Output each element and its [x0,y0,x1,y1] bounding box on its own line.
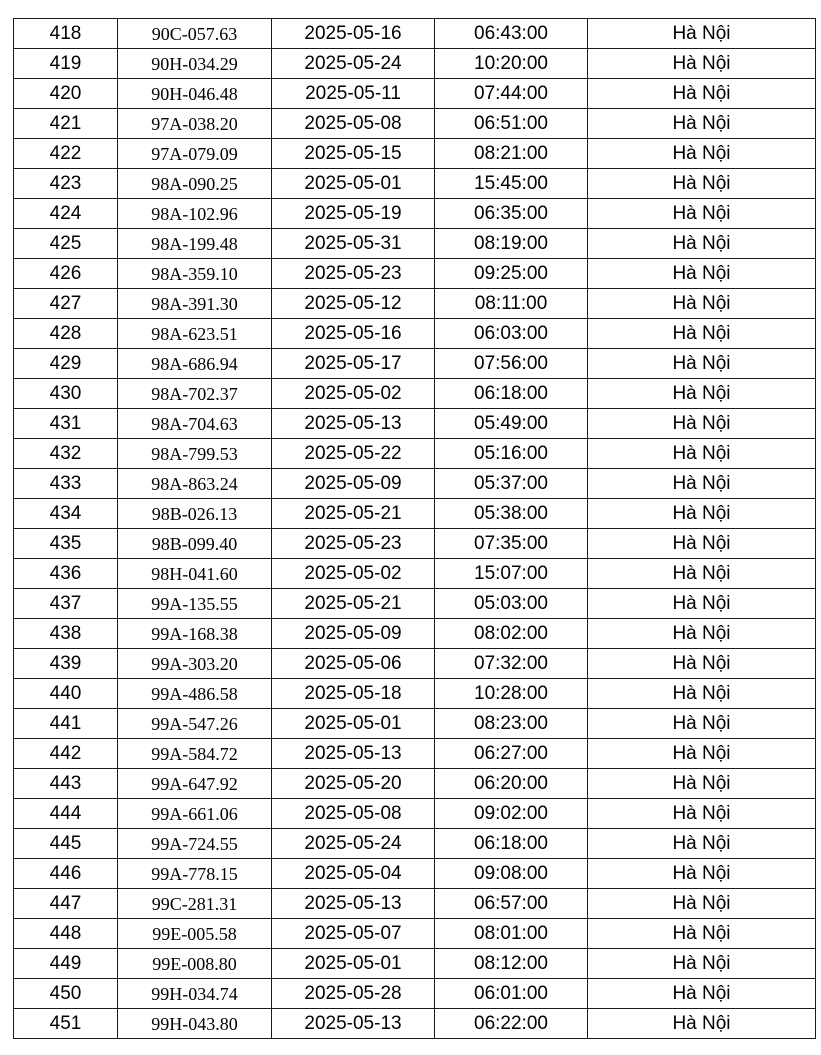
time-cell: 05:03:00 [435,589,588,619]
license-plate-cell: 98A-686.94 [118,349,272,379]
row-number-cell: 449 [14,949,118,979]
time-cell: 06:18:00 [435,379,588,409]
table-row [14,289,816,319]
license-plate-cell: 97A-079.09 [118,139,272,169]
row-number-cell: 446 [14,859,118,889]
row-number-cell: 445 [14,829,118,859]
time-cell: 08:23:00 [435,709,588,739]
date-cell: 2025-05-04 [272,859,435,889]
date-cell: 2025-05-28 [272,979,435,1009]
table-row [14,559,816,589]
location-cell: Hà Nội [588,769,816,799]
date-cell: 2025-05-01 [272,949,435,979]
time-cell: 06:27:00 [435,739,588,769]
location-cell: Hà Nội [588,709,816,739]
time-cell: 06:43:00 [435,19,588,49]
date-cell: 2025-05-06 [272,649,435,679]
row-number-cell: 429 [14,349,118,379]
date-cell: 2025-05-02 [272,559,435,589]
location-cell: Hà Nội [588,619,816,649]
row-number-cell: 435 [14,529,118,559]
time-cell: 08:19:00 [435,229,588,259]
license-plate-cell: 98H-041.60 [118,559,272,589]
license-plate-cell: 99A-584.72 [118,739,272,769]
location-cell: Hà Nội [588,319,816,349]
table-row [14,529,816,559]
location-cell: Hà Nội [588,289,816,319]
row-number-cell: 418 [14,19,118,49]
location-cell: Hà Nội [588,79,816,109]
license-plate-cell: 98A-391.30 [118,289,272,319]
table-row [14,49,816,79]
date-cell: 2025-05-13 [272,739,435,769]
license-plate-cell: 98A-359.10 [118,259,272,289]
time-cell: 06:35:00 [435,199,588,229]
time-cell: 05:49:00 [435,409,588,439]
date-cell: 2025-05-13 [272,889,435,919]
date-cell: 2025-05-08 [272,109,435,139]
license-plate-cell: 99A-168.38 [118,619,272,649]
row-number-cell: 422 [14,139,118,169]
license-plate-cell: 98A-090.25 [118,169,272,199]
time-cell: 10:20:00 [435,49,588,79]
location-cell: Hà Nội [588,379,816,409]
row-number-cell: 442 [14,739,118,769]
license-plate-cell: 98A-199.48 [118,229,272,259]
row-number-cell: 431 [14,409,118,439]
time-cell: 06:18:00 [435,829,588,859]
table-row [14,109,816,139]
date-cell: 2025-05-21 [272,499,435,529]
time-cell: 07:35:00 [435,529,588,559]
license-plate-cell: 99E-005.58 [118,919,272,949]
location-cell: Hà Nội [588,409,816,439]
table-row [14,259,816,289]
table-row [14,439,816,469]
license-plate-cell: 99E-008.80 [118,949,272,979]
location-cell: Hà Nội [588,799,816,829]
license-plate-cell: 98A-702.37 [118,379,272,409]
table-row [14,229,816,259]
row-number-cell: 434 [14,499,118,529]
time-cell: 09:25:00 [435,259,588,289]
location-cell: Hà Nội [588,139,816,169]
table-row [14,499,816,529]
location-cell: Hà Nội [588,469,816,499]
table-row [14,649,816,679]
date-cell: 2025-05-22 [272,439,435,469]
time-cell: 05:38:00 [435,499,588,529]
time-cell: 06:01:00 [435,979,588,1009]
row-number-cell: 450 [14,979,118,1009]
row-number-cell: 448 [14,919,118,949]
time-cell: 05:37:00 [435,469,588,499]
date-cell: 2025-05-09 [272,619,435,649]
date-cell: 2025-05-15 [272,139,435,169]
date-cell: 2025-05-17 [272,349,435,379]
row-number-cell: 424 [14,199,118,229]
table-row [14,349,816,379]
license-plate-cell: 98A-623.51 [118,319,272,349]
location-cell: Hà Nội [588,529,816,559]
time-cell: 06:57:00 [435,889,588,919]
row-number-cell: 444 [14,799,118,829]
date-cell: 2025-05-21 [272,589,435,619]
table-row [14,1009,816,1039]
table-row [14,889,816,919]
row-number-cell: 428 [14,319,118,349]
violations-table [13,18,816,1039]
license-plate-cell: 90H-034.29 [118,49,272,79]
table-row [14,169,816,199]
row-number-cell: 439 [14,649,118,679]
license-plate-cell: 98A-704.63 [118,409,272,439]
time-cell: 15:45:00 [435,169,588,199]
location-cell: Hà Nội [588,439,816,469]
location-cell: Hà Nội [588,199,816,229]
license-plate-cell: 99A-303.20 [118,649,272,679]
time-cell: 08:02:00 [435,619,588,649]
table-row [14,949,816,979]
time-cell: 07:56:00 [435,349,588,379]
row-number-cell: 436 [14,559,118,589]
date-cell: 2025-05-07 [272,919,435,949]
time-cell: 07:32:00 [435,649,588,679]
row-number-cell: 420 [14,79,118,109]
row-number-cell: 421 [14,109,118,139]
location-cell: Hà Nội [588,589,816,619]
time-cell: 09:08:00 [435,859,588,889]
time-cell: 05:16:00 [435,439,588,469]
license-plate-cell: 97A-038.20 [118,109,272,139]
table-row [14,79,816,109]
row-number-cell: 432 [14,439,118,469]
table-row [14,919,816,949]
date-cell: 2025-05-19 [272,199,435,229]
date-cell: 2025-05-11 [272,79,435,109]
date-cell: 2025-05-13 [272,409,435,439]
license-plate-cell: 98A-799.53 [118,439,272,469]
time-cell: 09:02:00 [435,799,588,829]
date-cell: 2025-05-12 [272,289,435,319]
license-plate-cell: 98A-102.96 [118,199,272,229]
license-plate-cell: 99A-547.26 [118,709,272,739]
location-cell: Hà Nội [588,1009,816,1039]
table-row [14,799,816,829]
table-row [14,469,816,499]
time-cell: 08:11:00 [435,289,588,319]
time-cell: 06:03:00 [435,319,588,349]
time-cell: 06:22:00 [435,1009,588,1039]
table-row [14,679,816,709]
table-row [14,319,816,349]
table-row [14,619,816,649]
time-cell: 07:44:00 [435,79,588,109]
table-row [14,859,816,889]
date-cell: 2025-05-01 [272,709,435,739]
row-number-cell: 438 [14,619,118,649]
license-plate-cell: 99A-778.15 [118,859,272,889]
license-plate-cell: 99A-661.06 [118,799,272,829]
table-row [14,709,816,739]
time-cell: 06:51:00 [435,109,588,139]
row-number-cell: 423 [14,169,118,199]
date-cell: 2025-05-09 [272,469,435,499]
location-cell: Hà Nội [588,19,816,49]
time-cell: 08:01:00 [435,919,588,949]
row-number-cell: 419 [14,49,118,79]
date-cell: 2025-05-31 [272,229,435,259]
location-cell: Hà Nội [588,889,816,919]
date-cell: 2025-05-24 [272,829,435,859]
date-cell: 2025-05-08 [272,799,435,829]
location-cell: Hà Nội [588,499,816,529]
location-cell: Hà Nội [588,169,816,199]
table-row [14,409,816,439]
license-plate-cell: 98B-026.13 [118,499,272,529]
row-number-cell: 441 [14,709,118,739]
time-cell: 08:21:00 [435,139,588,169]
location-cell: Hà Nội [588,349,816,379]
date-cell: 2025-05-23 [272,259,435,289]
table-row [14,589,816,619]
date-cell: 2025-05-16 [272,19,435,49]
location-cell: Hà Nội [588,259,816,289]
table-body [14,19,816,1039]
row-number-cell: 440 [14,679,118,709]
row-number-cell: 451 [14,1009,118,1039]
location-cell: Hà Nội [588,49,816,79]
location-cell: Hà Nội [588,229,816,259]
license-plate-cell: 99A-135.55 [118,589,272,619]
table-row [14,199,816,229]
table-row [14,379,816,409]
date-cell: 2025-05-18 [272,679,435,709]
row-number-cell: 425 [14,229,118,259]
date-cell: 2025-05-20 [272,769,435,799]
license-plate-cell: 99H-034.74 [118,979,272,1009]
license-plate-cell: 99A-724.55 [118,829,272,859]
date-cell: 2025-05-01 [272,169,435,199]
date-cell: 2025-05-16 [272,319,435,349]
row-number-cell: 447 [14,889,118,919]
license-plate-cell: 98A-863.24 [118,469,272,499]
table-row [14,769,816,799]
location-cell: Hà Nội [588,679,816,709]
location-cell: Hà Nội [588,739,816,769]
license-plate-cell: 90H-046.48 [118,79,272,109]
table-row [14,19,816,49]
date-cell: 2025-05-24 [272,49,435,79]
table-row [14,139,816,169]
location-cell: Hà Nội [588,859,816,889]
date-cell: 2025-05-02 [272,379,435,409]
date-cell: 2025-05-13 [272,1009,435,1039]
time-cell: 15:07:00 [435,559,588,589]
row-number-cell: 426 [14,259,118,289]
date-cell: 2025-05-23 [272,529,435,559]
license-plate-cell: 90C-057.63 [118,19,272,49]
location-cell: Hà Nội [588,109,816,139]
row-number-cell: 443 [14,769,118,799]
time-cell: 10:28:00 [435,679,588,709]
location-cell: Hà Nội [588,829,816,859]
license-plate-cell: 99H-043.80 [118,1009,272,1039]
row-number-cell: 427 [14,289,118,319]
location-cell: Hà Nội [588,919,816,949]
location-cell: Hà Nội [588,559,816,589]
table-row [14,979,816,1009]
license-plate-cell: 99A-647.92 [118,769,272,799]
row-number-cell: 430 [14,379,118,409]
license-plate-cell: 99A-486.58 [118,679,272,709]
row-number-cell: 437 [14,589,118,619]
license-plate-cell: 98B-099.40 [118,529,272,559]
location-cell: Hà Nội [588,979,816,1009]
table-row [14,829,816,859]
license-plate-cell: 99C-281.31 [118,889,272,919]
time-cell: 06:20:00 [435,769,588,799]
time-cell: 08:12:00 [435,949,588,979]
location-cell: Hà Nội [588,949,816,979]
row-number-cell: 433 [14,469,118,499]
location-cell: Hà Nội [588,649,816,679]
table-row [14,739,816,769]
